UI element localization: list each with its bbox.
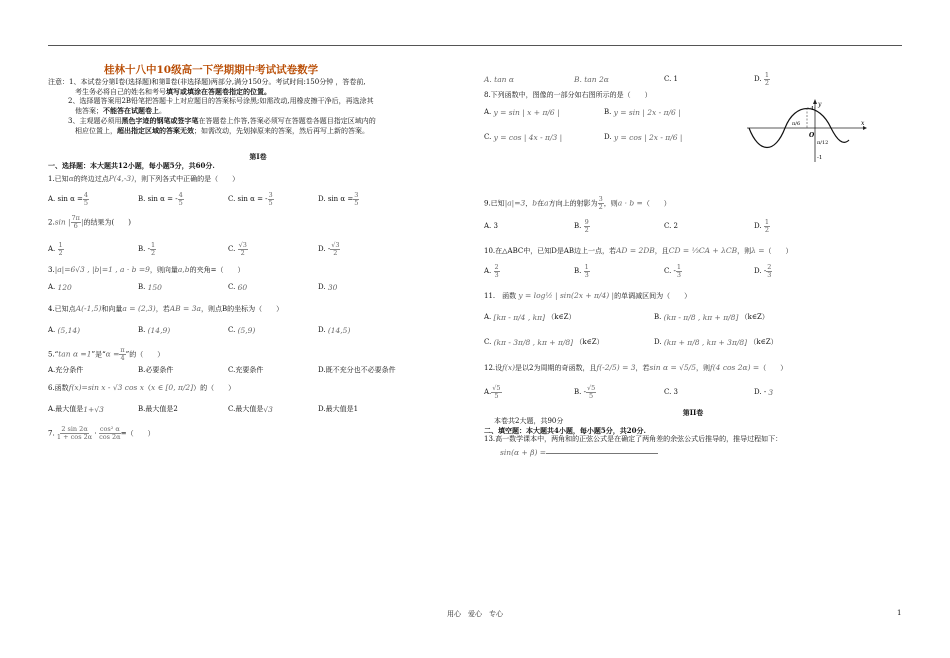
option-b[interactable]: B.最大值是2 xyxy=(138,405,178,413)
option-a[interactable]: A. sin α = $\frac{4}{5}$ xyxy=(48,191,89,207)
question-4: 4.已知点A(-1,5)和向量a = (2,3)，若AB = 3a，则点B的坐标为（ ） xyxy=(48,304,284,313)
option-a[interactable]: A.最大值是 1+√3 xyxy=(48,405,104,414)
option-d[interactable]: D. sin α = $\frac{3}{5}$ xyxy=(318,191,359,207)
tick-label: π/6 xyxy=(792,121,801,127)
option-b[interactable]: B. $\frac{9}{2}$ xyxy=(574,218,589,234)
option-b[interactable]: B. y = sin | 2x - π/6 | xyxy=(604,108,681,117)
exam-title: 桂林十八中10级高一下学期期中考试试卷数学 xyxy=(104,64,319,76)
question-12-options xyxy=(484,385,902,400)
y-axis-arrow xyxy=(813,99,817,104)
question-11-options xyxy=(484,313,902,347)
option-c[interactable]: C.充要条件 xyxy=(228,366,264,374)
option-c[interactable]: C. 60 xyxy=(228,283,248,292)
option-a[interactable]: A. 3 xyxy=(484,222,498,230)
origin-label: O xyxy=(809,132,815,139)
option-b[interactable]: B. (kπ - π/8 , kπ + π/8] （k∈Z） xyxy=(654,313,769,322)
option-d[interactable]: D. - $\frac{2}{3}$ xyxy=(754,263,772,279)
section-2-title: 第II卷 xyxy=(682,408,704,417)
question-2: 2.sin | $\frac{7\pi}{6}$ |的结果为( ) xyxy=(48,214,131,230)
question-7-options xyxy=(484,72,902,87)
option-a[interactable]: A. 120 xyxy=(48,283,72,292)
option-d[interactable]: D. - $\frac{√3}{2}$ xyxy=(318,241,340,257)
question-3: 3.|a|=6√3 , |b|=1 , a · b =9，则向量a,b的夹角=（ ） xyxy=(48,265,245,274)
question-13: 13.高一数学课本中，两角和的正弦公式是在确定了两角差的余弦公式后推导的，推导过程如下： xyxy=(484,435,783,443)
option-d[interactable]: D. (14,5) xyxy=(318,326,351,335)
question-2-options xyxy=(48,242,468,257)
note-3: 3、主观题必须用黑色字迹的钢笔或签字笔在答题卷上作答,答案必须写在答题卷各题目指定区域内的 xyxy=(68,116,376,125)
option-a[interactable]: A. [kπ - π/4 , kπ] （k∈Z） xyxy=(484,313,576,322)
option-c[interactable]: C. 3 xyxy=(664,388,679,396)
option-b[interactable]: B. sin α = - $\frac{4}{5}$ xyxy=(138,191,183,207)
option-c[interactable]: C. (kπ - 3π/8 , kπ + π/8] （k∈Z） xyxy=(484,338,604,347)
x-axis-label: x xyxy=(861,120,865,127)
option-a[interactable]: A. tan α xyxy=(484,75,514,84)
answer-blank[interactable] xyxy=(546,453,658,454)
note-2: 2、选择题答案用2B铅笔把答题卡上对应题目的答案标号涂黑;如需改动,用橡皮擦干净后，再选涂其 xyxy=(68,97,374,105)
question-3-options xyxy=(48,283,468,292)
question-5: 5.“tan α =1”是“α = $\frac{\pi}{4}$ ”的（ ） xyxy=(48,346,165,362)
option-a[interactable]: A. y = sin | x + π/6 | xyxy=(484,108,560,117)
option-c[interactable]: C. - $\frac{1}{3}$ xyxy=(664,263,682,279)
option-c[interactable]: C. 1 xyxy=(664,75,679,83)
option-c[interactable]: C. y = cos | 4x - π/3 | xyxy=(484,133,563,142)
question-5-options xyxy=(48,366,468,375)
note-2b: 他答案；不能答在试题卷上。 xyxy=(75,106,166,115)
question-6: 6.函数f(x)=sin x - √3 cos x（x ∈ [0, π/2]）的（ ） xyxy=(48,383,236,392)
option-b[interactable]: B.必要条件 xyxy=(138,366,174,374)
option-d[interactable]: D. (kπ + π/8 , kπ + 3π/8] （k∈Z） xyxy=(654,338,778,347)
question-12: 12.设f(x)是以2为周期的奇函数，且f(-2/5) = 3，若sin α = √5/5，则f(4 cos 2α) =（ ） xyxy=(484,363,788,372)
question-9-options xyxy=(484,219,902,234)
question-10-options xyxy=(484,264,902,279)
option-c[interactable]: C. $\frac{√3}{2}$ xyxy=(228,241,247,257)
option-b[interactable]: B. (14,9) xyxy=(138,326,171,335)
option-b[interactable]: B. - $\frac{√5}{5}$ xyxy=(574,384,596,400)
question-4-options xyxy=(48,326,468,335)
question-9: 9.已知|a|=3，b在a方向上的射影为 $\frac{3}{2}$ ，则a · b =（ ） xyxy=(484,195,671,211)
section-2-intro: 本卷共2大题，共90分 xyxy=(494,417,564,425)
section-1-title: 第Ⅰ卷 xyxy=(249,152,267,161)
option-d[interactable]: D. 30 xyxy=(318,283,338,292)
page-footer: 用心 爱心 专心 xyxy=(447,610,503,618)
option-c[interactable]: C. 2 xyxy=(664,222,679,230)
tick-one: 1 xyxy=(811,106,815,112)
option-c[interactable]: C.最大值是 √3 xyxy=(228,405,273,414)
header-rule xyxy=(48,45,902,46)
option-a[interactable]: A. (5,14) xyxy=(48,326,81,335)
question-1-options xyxy=(48,192,468,207)
note-1: 注意：1、本试卷分第Ⅰ卷(选择题)和第Ⅱ卷(非选择题)两部分,满分150分。考试时间:150分钟 ，答卷前, xyxy=(48,78,366,86)
option-c[interactable]: C. (5,9) xyxy=(228,326,256,335)
option-d[interactable]: D. - 3 xyxy=(754,388,774,397)
note-3b: 相应位置上，超出指定区域的答案无效；如需改动，先划掉原来的答案，然后再写上新的答案。 xyxy=(75,126,369,135)
note-1b: 考生务必将自己的姓名和考号填写或填涂在答题卷指定的位置。 xyxy=(75,87,271,96)
option-a[interactable]: A.充分条件 xyxy=(48,366,84,374)
question-8: 8.下列函数中，图像的一部分如右图所示的是（ ） xyxy=(484,91,652,99)
question-6-options xyxy=(48,405,468,414)
question-13-expr: sin(α + β) = xyxy=(484,448,902,458)
right-column-lower xyxy=(484,196,902,458)
option-c[interactable]: C. sin α = - $\frac{3}{5}$ xyxy=(228,191,273,207)
section-1-heading: 一、选择题：本大题共12小题，每小题5分，共60分. xyxy=(48,161,215,170)
option-d[interactable]: D. y = cos | 2x - π/6 | xyxy=(604,133,683,142)
option-d[interactable]: D. $\frac{1}{2}$ xyxy=(754,218,769,234)
option-b[interactable]: B. tan 2α xyxy=(574,75,609,84)
question-8-options xyxy=(484,108,744,142)
tick-neg-one: -1 xyxy=(817,155,823,161)
option-d[interactable]: D.最大值是1 xyxy=(318,405,359,413)
option-a[interactable]: A. $\frac{√5}{5}$ xyxy=(484,384,501,400)
question-7: 7. $\frac{2 \sin 2\alpha}{1 + \cos 2\alpha}$ · $\frac{\text{cos² α}}{\cos 2\alpha}$ =（ ） xyxy=(48,425,155,441)
sine-graph xyxy=(745,96,867,166)
question-11: 11. 函数 y = log½ | sin(2x + π/4) |的单调减区间为（ ） xyxy=(484,291,692,300)
tick-label: π/12 xyxy=(817,140,829,146)
y-axis-label: y xyxy=(818,101,822,108)
left-column xyxy=(48,66,468,441)
option-b[interactable]: B. 150 xyxy=(138,283,162,292)
question-1: 1.已知α的终边过点P(4,-3)，则下列各式中正确的是（ ） xyxy=(48,174,240,183)
option-a[interactable]: A. $\frac{1}{2}$ xyxy=(48,241,63,257)
page-number: 1 xyxy=(897,609,902,617)
option-d[interactable]: D.既不充分也不必要条件 xyxy=(318,366,396,374)
option-b[interactable]: B. - $\frac{1}{2}$ xyxy=(138,241,156,257)
option-d[interactable]: D. $\frac{1}{2}$ xyxy=(754,71,769,87)
section-2-heading: 二、填空题：本大题共4小题，每小题5分，共20分. xyxy=(484,426,646,435)
question-10: 10.在△ABC中，已知D是AB边上一点，若AD = 2DB，且CD = ⅓CA + λCB，则λ =（ ） xyxy=(484,246,793,255)
option-a[interactable]: A. $\frac{2}{3}$ xyxy=(484,263,499,279)
option-b[interactable]: B. $\frac{1}{3}$ xyxy=(574,263,589,279)
